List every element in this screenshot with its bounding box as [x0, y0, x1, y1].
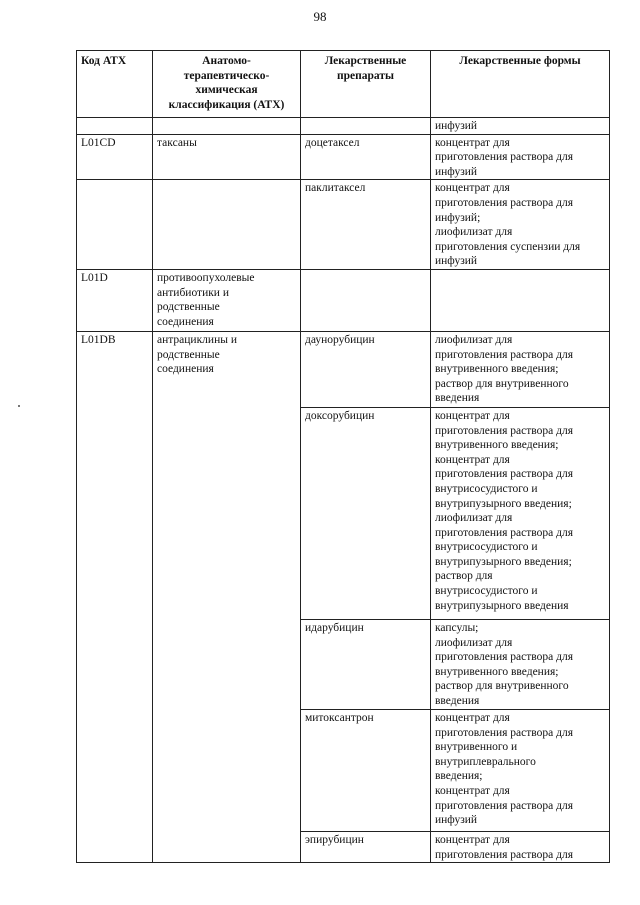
header-drugs: Лекарственные препараты — [301, 51, 431, 118]
classification-cell: таксаны — [153, 134, 301, 180]
table-row — [77, 331, 610, 407]
atc-drug-table — [76, 50, 610, 863]
table-row — [77, 619, 610, 709]
atc-code-cell — [77, 619, 153, 709]
table-row — [77, 134, 610, 180]
atc-code-cell: L01CD — [77, 134, 153, 180]
scan-speck — [18, 405, 20, 407]
atc-code-cell — [77, 180, 153, 270]
atc-code-cell: L01D — [77, 269, 153, 331]
forms-cell: концентрат для приготовления раствора для инфузий; лиофилизат для приготовления суспензии для инфузий — [431, 180, 610, 270]
table-header-row — [77, 51, 610, 118]
header-atc-code: Код АТХ — [77, 51, 153, 118]
table-row — [77, 180, 610, 270]
drug-cell: митоксантрон — [301, 709, 431, 831]
forms-cell — [431, 269, 610, 331]
classification-cell — [153, 619, 301, 709]
forms-cell: концентрат для приготовления раствора для внутривенного и внутриплеврального введения; концентрат для приготовления раствора для инфузий — [431, 709, 610, 831]
table-row — [77, 831, 610, 862]
atc-code-cell: L01DB — [77, 331, 153, 407]
atc-code-cell — [77, 118, 153, 135]
table-row — [77, 407, 610, 619]
classification-cell — [153, 180, 301, 270]
classification-cell — [153, 118, 301, 135]
forms-cell: концентрат для приготовления раствора для внутривенного введения; концентрат для приготовления раствора для внутрисосудистого и внутрипузырного введения; лиофилизат для приготовления раствора для внутрисосудистого и внутрипузырного введения; раствор для внутрисосудистого и внутрипузырного введения — [431, 407, 610, 619]
header-atc-classification: Анатомо- терапевтическо- химическая классификация (АТХ) — [153, 51, 301, 118]
header-dosage-forms: Лекарственные формы — [431, 51, 610, 118]
drug-cell: паклитаксел — [301, 180, 431, 270]
classification-cell — [153, 709, 301, 831]
drug-cell: даунорубицин — [301, 331, 431, 407]
atc-code-cell — [77, 831, 153, 862]
classification-cell — [153, 831, 301, 862]
atc-code-cell — [77, 709, 153, 831]
drug-cell: идарубицин — [301, 619, 431, 709]
drug-cell: доксорубицин — [301, 407, 431, 619]
table-row — [77, 118, 610, 135]
forms-cell: капсулы; лиофилизат для приготовления раствора для внутривенного введения; раствор для внутривенного введения — [431, 619, 610, 709]
atc-code-cell — [77, 407, 153, 619]
forms-cell: концентрат для приготовления раствора для инфузий — [431, 134, 610, 180]
forms-cell: концентрат для приготовления раствора для — [431, 831, 610, 862]
drug-cell: эпирубицин — [301, 831, 431, 862]
drug-cell — [301, 118, 431, 135]
table-row — [77, 709, 610, 831]
table-row — [77, 269, 610, 331]
classification-cell: антрациклины и родственные соединения — [153, 331, 301, 407]
drug-cell — [301, 269, 431, 331]
forms-cell: инфузий — [431, 118, 610, 135]
classification-cell: противоопухолевые антибиотики и родственные соединения — [153, 269, 301, 331]
forms-cell: лиофилизат для приготовления раствора для внутривенного введения; раствор для внутривенного введения — [431, 331, 610, 407]
drug-cell: доцетаксел — [301, 134, 431, 180]
page-number: 98 — [313, 9, 327, 24]
classification-cell — [153, 407, 301, 619]
